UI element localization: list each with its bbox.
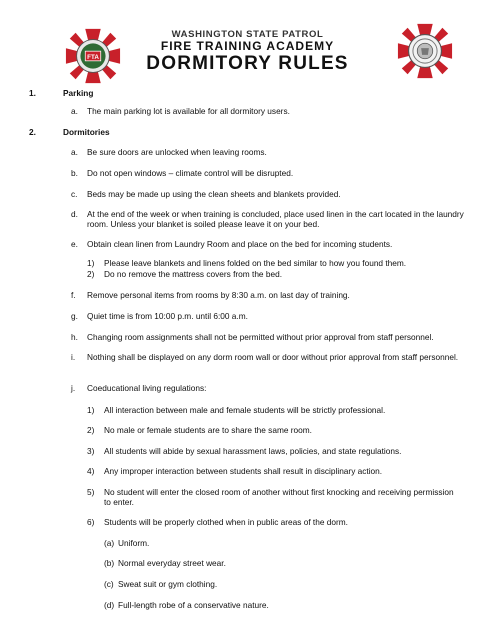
item-text: Do no remove the mattress covers from the bed. (104, 269, 282, 279)
sub-list-item (87, 269, 472, 279)
item-text: Please leave blankets and linens folded on the bed similar to how you found them. (104, 258, 407, 268)
item-text: At the end of the week or when training is concluded, place used linen in the cart located in the laundry room. Unless your blanket is soiled please leave it on your bed. (87, 209, 464, 229)
item-marker: (d) (104, 600, 115, 610)
list-item (71, 209, 469, 229)
item-marker: 1) (87, 405, 95, 415)
logo-fta-text: FTA (87, 53, 99, 61)
list-item (71, 189, 471, 199)
list-item (71, 332, 471, 342)
list-item (71, 168, 471, 178)
list-item (71, 239, 471, 249)
item-text: Remove personal items from rooms by 8:30 a.m. on last day of training. (87, 290, 350, 300)
sub-list-item (87, 258, 472, 268)
item-marker: c. (71, 189, 78, 199)
item-marker: f. (71, 290, 76, 300)
sub-list-item (87, 405, 472, 415)
section-heading-parking (29, 88, 229, 98)
sub-sub-list-item (104, 538, 464, 548)
item-text: Be sure doors are unlocked when leaving rooms. (87, 147, 267, 157)
item-marker: e. (71, 239, 78, 249)
sub-list-item (87, 466, 472, 476)
sub-list-item (87, 425, 472, 435)
item-marker: h. (71, 332, 78, 342)
item-marker: 4) (87, 466, 95, 476)
item-marker: i. (71, 352, 76, 362)
item-text: Normal everyday street wear. (118, 558, 226, 568)
item-marker: 3) (87, 446, 95, 456)
sub-list-item (87, 446, 472, 456)
item-text: Students will be properly clothed when in public areas of the dorm. (104, 517, 348, 527)
item-marker: 2) (87, 269, 95, 279)
item-marker: 1) (87, 258, 95, 268)
item-text: Any improper interaction between students shall result in disciplinary action. (104, 466, 383, 476)
section-number: 1. (29, 88, 36, 98)
item-text: Nothing shall be displayed on any dorm room wall or door without prior approval from staff personnel. (87, 352, 459, 362)
item-text: All students will abide by sexual harassment laws, policies, and state regulations. (104, 446, 402, 456)
sub-list-item (87, 517, 472, 527)
sub-sub-list-item (104, 579, 464, 589)
item-marker: 2) (87, 425, 95, 435)
list-item (71, 147, 471, 157)
item-text: Uniform. (118, 538, 150, 548)
section-number: 2. (29, 127, 36, 137)
item-text: All interaction between male and female students will be strictly professional. (104, 405, 386, 415)
list-item (71, 290, 471, 300)
item-marker: (a) (104, 538, 115, 548)
list-item (71, 383, 471, 393)
sub-sub-list-item (104, 558, 464, 568)
page-title: DORMITORY RULES (146, 53, 349, 74)
item-text: Quiet time is from 10:00 p.m. until 6:00 a.m. (87, 311, 248, 321)
section-title: Dormitories (63, 127, 110, 137)
sub-sub-list-item (104, 600, 464, 610)
item-text: Obtain clean linen from Laundry Room and place on the bed for incoming students. (87, 239, 393, 249)
item-text: Sweat suit or gym clothing. (118, 579, 218, 589)
item-marker: 6) (87, 517, 95, 527)
item-marker: d. (71, 209, 78, 219)
item-marker: (b) (104, 558, 115, 568)
item-text: The main parking lot is available for all dormitory users. (87, 106, 290, 116)
item-text: Full-length robe of a conservative nature. (118, 600, 269, 610)
item-marker: a. (71, 106, 78, 116)
item-marker: b. (71, 168, 78, 178)
item-marker: 5) (87, 487, 95, 497)
section-title: Parking (63, 88, 94, 98)
header-academy: FIRE TRAINING ACADEMY (160, 39, 335, 53)
list-item (71, 352, 463, 362)
item-text: Do not open windows – climate control will be disrupted. (87, 168, 294, 178)
list-item (71, 106, 471, 116)
section-heading-dormitories (29, 127, 229, 137)
document-header (0, 29, 495, 74)
item-marker: a. (71, 147, 78, 157)
item-marker: (c) (104, 579, 114, 589)
item-text: Beds may be made up using the clean sheets and blankets provided. (87, 189, 341, 199)
sub-list-item (87, 487, 462, 507)
item-text: Changing room assignments shall not be permitted without prior approval from staff personnel. (87, 332, 434, 342)
header-agency: WASHINGTON STATE PATROL (171, 29, 324, 40)
item-marker: j. (71, 383, 76, 393)
item-marker: g. (71, 311, 78, 321)
item-text: No male or female students are to share the same room. (104, 425, 312, 435)
item-text: Coeducational living regulations: (87, 383, 207, 393)
item-text: No student will enter the closed room of another without first knocking and receiving permission to enter. (104, 487, 454, 507)
list-item (71, 311, 471, 321)
